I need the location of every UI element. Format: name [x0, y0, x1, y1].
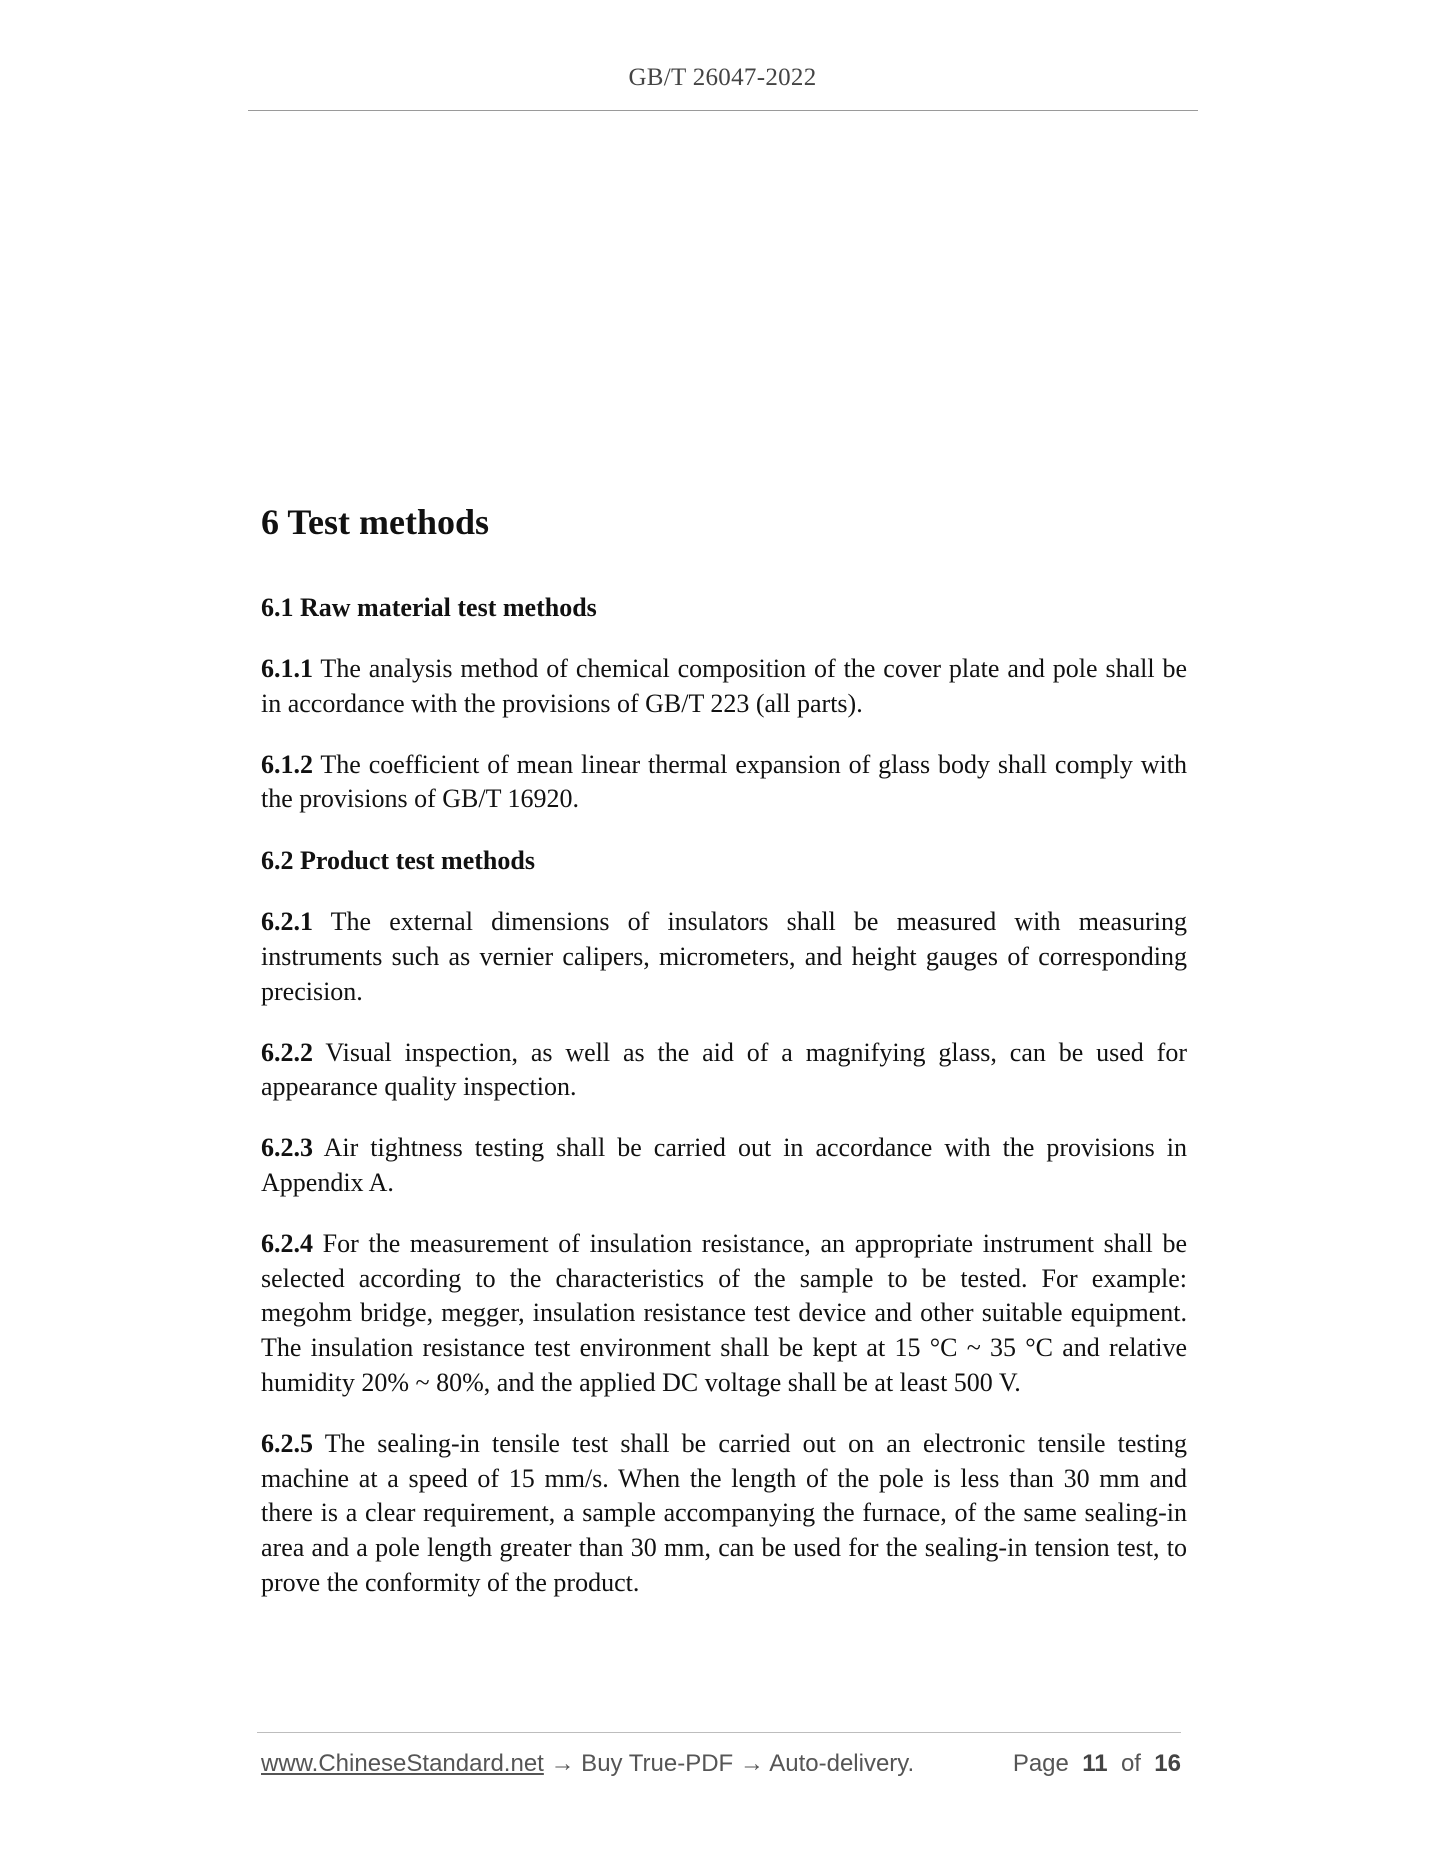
clause-number: 6.2.5 — [261, 1428, 313, 1458]
clause-text: The analysis method of chemical composition of the cover plate and pole shall be in accordance with the provisions of GB/T 223 (all parts). — [261, 654, 1187, 718]
section-heading: 6 Test methods — [261, 502, 490, 542]
footer-promo — [261, 1750, 914, 1778]
page-of-label: of — [1120, 1750, 1141, 1777]
clause-text: The sealing-in tensile test shall be carried out on an electronic tensile testing machine at a speed of 15 mm/s. When the length of the pole is less than 30 mm and there is a clear requirement, a sample accompanying the furnace, of the same sealing-in area and a pole length greater than 30 mm, can be used for the sealing-in tension test, to prove the conformity of the product. — [261, 1428, 1187, 1597]
page-total: 16 — [1154, 1750, 1181, 1777]
clause-number: 6.1.1 — [261, 654, 313, 683]
website-link[interactable]: www.ChineseStandard.net — [261, 1750, 544, 1777]
clause-number: 6.2.2 — [261, 1037, 313, 1067]
clause-paragraph — [261, 905, 1187, 1009]
clause-paragraph — [261, 652, 1187, 722]
subsection-heading: 6.2 Product test methods — [261, 846, 535, 876]
clause-number: 6.2.4 — [261, 1228, 313, 1258]
clause-paragraph — [261, 748, 1187, 818]
header-divider — [248, 110, 1198, 111]
footer-promo-text: → Buy True-PDF → Auto-delivery. — [543, 1750, 915, 1777]
page-current: 11 — [1082, 1750, 1108, 1777]
clause-text: The coefficient of mean linear thermal expansion of glass body shall comply with the provisions of GB/T 16920. — [261, 749, 1187, 814]
clause-paragraph — [261, 1036, 1187, 1106]
page-footer — [261, 1750, 1181, 1786]
page-label: Page — [1012, 1750, 1069, 1777]
page-content — [261, 496, 1187, 1627]
subsection-heading: 6.1 Raw material test methods — [261, 593, 597, 622]
footer-divider — [257, 1732, 1181, 1733]
clause-number: 6.2.1 — [261, 907, 313, 937]
clause-text: Visual inspection, as well as the aid of a magnifying glass, can be used for appearance quality inspection. — [261, 1037, 1187, 1102]
document-header-title: GB/T 26047-2022 — [628, 64, 817, 91]
clause-number: 6.2.3 — [261, 1133, 313, 1163]
clause-number: 6.1.2 — [261, 749, 313, 779]
clause-text: Air tightness testing shall be carried out in accordance with the provisions in Appendix A. — [261, 1133, 1187, 1197]
clause-paragraph — [261, 1131, 1187, 1201]
clause-text: The external dimensions of insulators shall be measured with measuring instruments such as vernier calipers, micrometers, and height gauges of corresponding precision. — [261, 907, 1187, 1006]
page-indicator — [1013, 1750, 1181, 1778]
clause-text: For the measurement of insulation resistance, an appropriate instrument shall be selected according to the characteristics of the sample to be tested. For example: megohm bridge, megger, insulation resistance test device and other suitable equipment. The insulation resistance test environment shall be kept at 15 °C ~ 35 °C and relative humidity 20% ~ 80%, and the applied DC voltage shall be at least 500 V. — [261, 1228, 1187, 1397]
clause-paragraph — [261, 1227, 1187, 1401]
clause-paragraph — [261, 1427, 1187, 1601]
